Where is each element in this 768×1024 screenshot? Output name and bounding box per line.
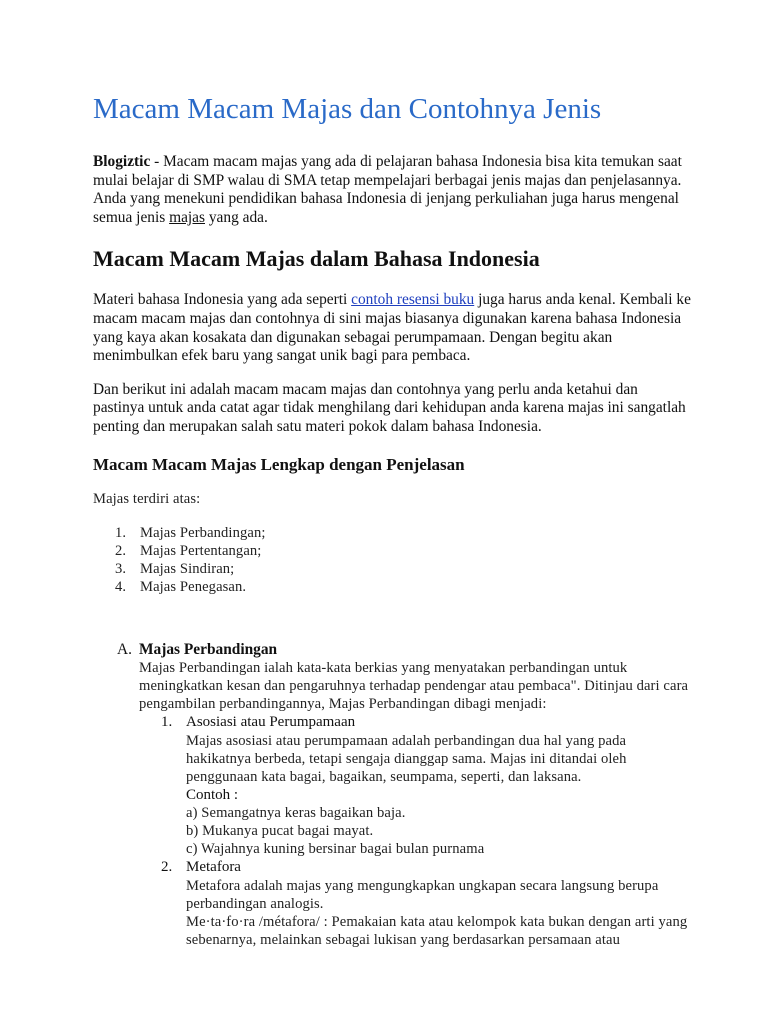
example-line: b) Mukanya pucat bagai mayat. (186, 823, 374, 840)
list-item: 4. Majas Penegasan. (115, 578, 247, 595)
item-number: 1. (161, 714, 173, 731)
section-title: Majas Perbandingan (139, 640, 278, 658)
paragraph-2: Dan berikut ini adalah macam macam majas dan contohnya yang perlu anda ketahui dan pastinya untuk anda catat agar tidak menghilang dari kehidupan anda karena majas ini sangatlah penting dan merupakan salah satu materi pokok dalam bahasa Indonesia. (93, 380, 686, 435)
paragraph-1-start: Materi bahasa Indonesia yang ada seperti (93, 291, 352, 309)
list-item: 2. Majas Pertentangan; (115, 542, 262, 559)
paragraph-1 (93, 291, 693, 365)
example-line: c) Wajahnya kuning bersinar bagai bulan purnama (186, 841, 485, 858)
article-title: Macam Macam Majas dan Contohnya Jenis (93, 93, 602, 125)
contoh-label: Contoh : (186, 786, 239, 803)
document-page (93, 90, 693, 949)
sub-heading: Macam Macam Majas Lengkap dengan Penjelasan (93, 454, 465, 474)
paragraph-1-end: juga harus anda kenal. Kembali ke macam macam majas dan contohnya di sini majas biasanya digunakan karena bahasa Indonesia yang kaya akan kosakata dan digunakan sebagai perumpamaan. Dengan begitu akan menimbulkan efek baru yang sangat unik bagi para pembaca. (93, 291, 691, 365)
item-description: Majas asosiasi atau perumpamaan adalah perbandingan dua hal yang pada hakikatnya berbeda, tetapi sengaja dianggap sama. Majas ini ditandai oleh penggunaan kata bagai, bagaikan, seumpama, seperti, dan laksana. (186, 732, 627, 785)
item-definition: Me·ta·fo·ra /métafora/ : Pemakaian kata atau kelompok kata bukan dengan arti yang sebenarnya, melainkan sebagai lukisan yang berdasarkan persamaan atau (186, 913, 688, 948)
item-title: Metafora (186, 859, 241, 876)
section-majas-perbandingan (93, 641, 693, 949)
intro-paragraph (93, 153, 693, 227)
contoh-resensi-buku-link[interactable]: contoh resensi buku (351, 291, 475, 309)
perbandingan-sub-list (139, 713, 693, 949)
main-heading: Macam Macam Majas dalam Bahasa Indonesia (93, 246, 540, 272)
intro-text-end: yang ada. (205, 208, 268, 226)
section-description: Majas Perbandingan ialah kata-kata berkias yang menyatakan perbandingan untuk meningkatkan kesan dan pengaruhnya terhadap pendengar atau pembaca". Ditinjau dari cara pengambilan perbandingannya, Majas Perbandingan dibagi menjadi: (139, 660, 689, 713)
list-item: 3. Majas Sindiran; (115, 560, 235, 577)
intro-text: - Macam macam majas yang ada di pelajaran bahasa Indonesia bisa kita temukan saat mulai belajar di SMP walau di SMA tetap mempelajari berbagai jenis majas dan penjelasannya. Anda yang menekuni pendidikan bahasa Indonesia di jenjang perkuliahan juga harus mengenal semua jenis (93, 153, 682, 226)
item-number: 2. (161, 859, 173, 876)
section-letter: A. (117, 640, 132, 658)
majas-underlined-word: majas (169, 208, 205, 226)
majas-intro: Majas terdiri atas: (93, 490, 201, 507)
list-item (139, 858, 693, 949)
example-line: a) Semangatnya keras bagaikan baja. (186, 805, 406, 822)
list-item (139, 713, 693, 858)
list-item: 1. Majas Perbandingan; (115, 524, 266, 541)
item-title: Asosiasi atau Perumpamaan (186, 714, 356, 731)
brand-name: Blogiztic (93, 153, 151, 170)
majas-types-list (93, 524, 693, 596)
item-description: Metafora adalah majas yang mengungkapkan ungkapan secara langsung berupa perbandingan analogis. (186, 877, 659, 912)
